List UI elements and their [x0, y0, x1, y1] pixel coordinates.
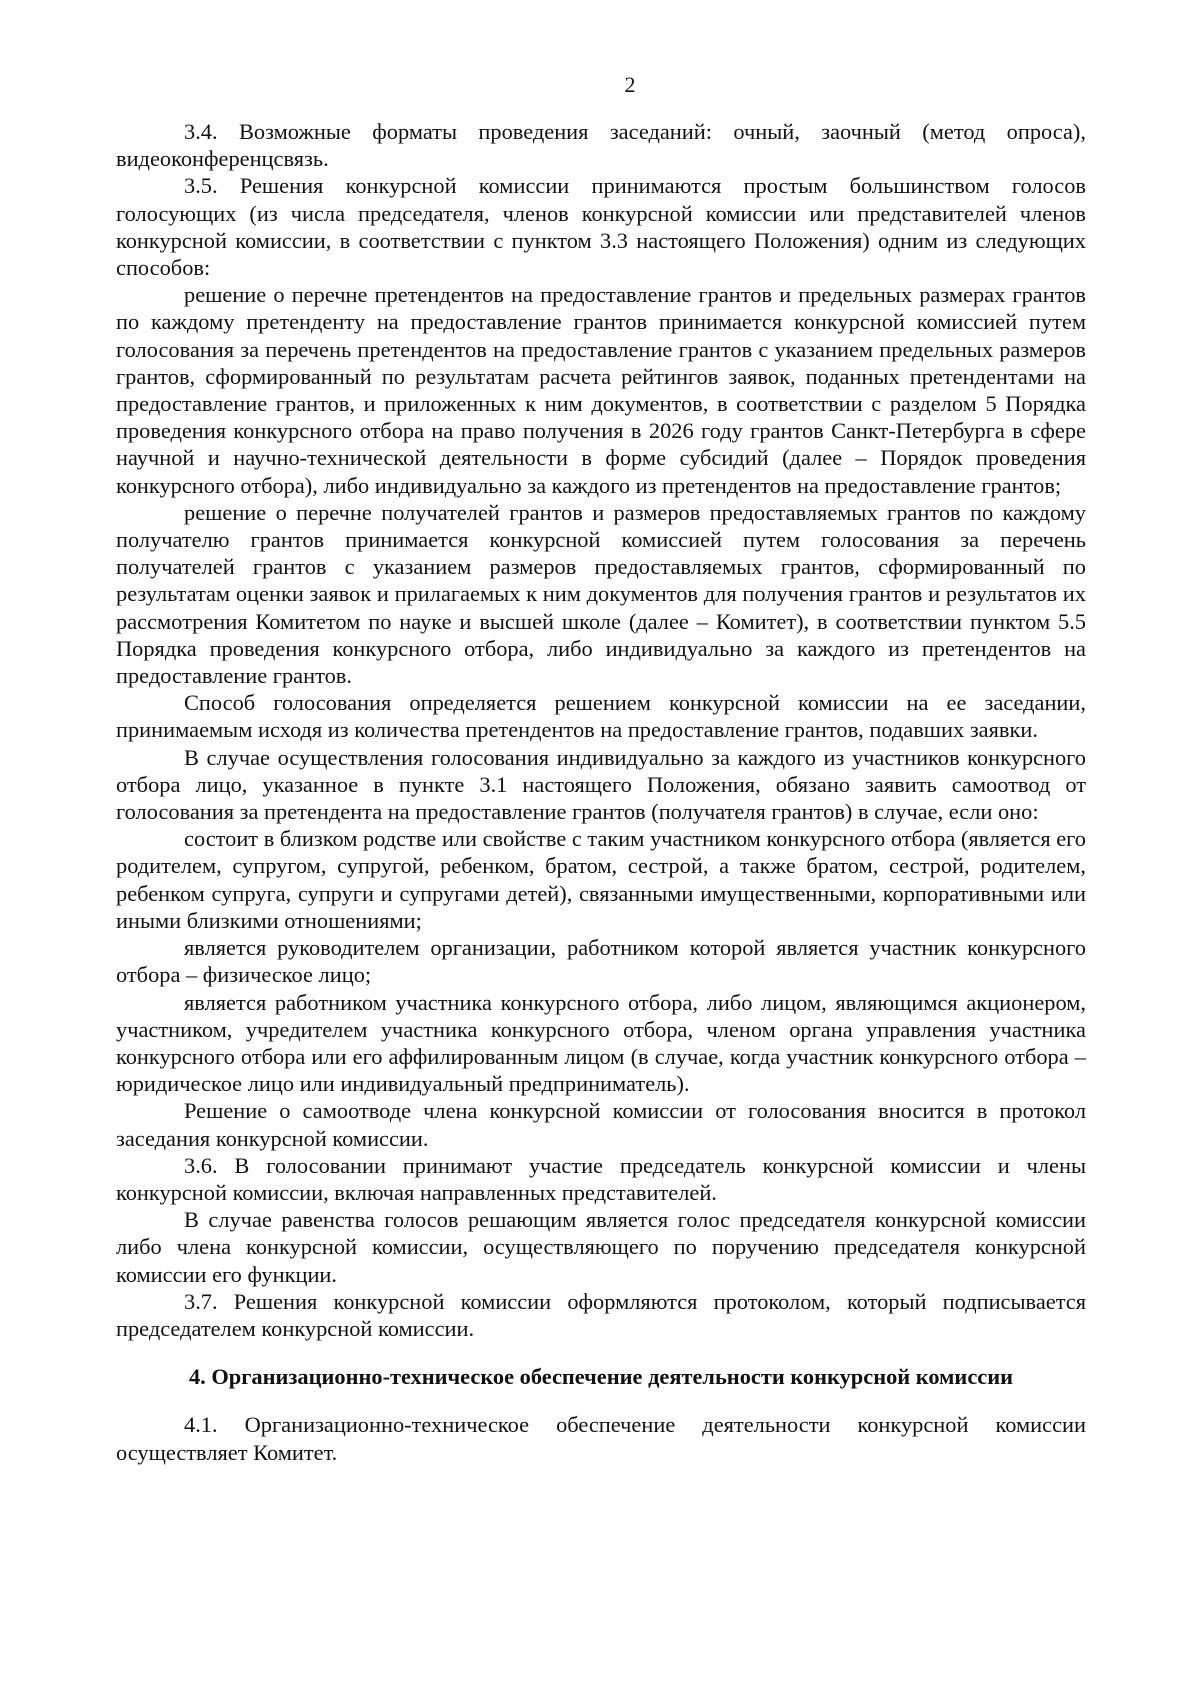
paragraph-voting-method: Способ голосования определяется решением конкурсной комиссии на ее заседании, принимаемым исходя из количества претендентов на предоставление грантов, подавших заявки. — [116, 690, 1086, 743]
document-body — [116, 118, 1086, 1466]
paragraph-4-1: 4.1. Организационно-техническое обеспечение деятельности конкурсной комиссии осуществляет Комитет. — [116, 1412, 1086, 1465]
paragraph-recusal-head: является руководителем организации, работником которой является участник конкурсного отбора – физическое лицо; — [116, 935, 1086, 988]
paragraph-tie-vote: В случае равенства голосов решающим является голос председателя конкурсной комиссии либо члена конкурсной комиссии, осуществляющего по поручению председателя конкурсной комиссии его функции. — [116, 1207, 1086, 1287]
paragraph-decision-recipients: решение о перечне получателей грантов и размеров предоставляемых грантов по каждому получателю грантов принимается конкурсной комиссией путем голосования за перечень получателей грантов с указанием размеров предоставляемых грантов, сформированный по результатам оценки заявок и прилагаемых к ним документов для получения грантов и результатов их рассмотрения Комитетом по науке и высшей школе (далее – Комитет), в соответствии пунктом 5.5 Порядка проведения конкурсного отбора, либо индивидуально за каждого из претендентов на предоставление грантов. — [116, 499, 1086, 689]
paragraph-recusal-protocol: Решение о самоотводе члена конкурсной комиссии от голосования вносится в протокол заседания конкурсной комиссии. — [116, 1098, 1086, 1151]
paragraph-3-5: 3.5. Решения конкурсной комиссии принимаются простым большинством голосов голосующих (из числа председателя, членов конкурсной комиссии или представителей членов конкурсной комиссии, в соответствии с пунктом 3.3 настоящего Положения) одним из следующих способов: — [116, 173, 1086, 281]
paragraph-3-4: 3.4. Возможные форматы проведения заседаний: очный, заочный (метод опроса), видеоконференцсвязь. — [116, 119, 1086, 172]
paragraph-recusal-kinship: состоит в близком родстве или свойстве с таким участником конкурсного отбора (является его родителем, супругом, супругой, ребенком, братом, сестрой, а также братом, сестрой, родителем, ребенком супруга, супруги и супругами детей), связанными имущественными, корпоративными или иными близкими отношениями; — [116, 826, 1086, 933]
paragraph-decision-applicants: решение о перечне претендентов на предоставление грантов и предельных размерах грантов по каждому претенденту на предоставление грантов принимается конкурсной комиссией путем голосования за перечень претендентов на предоставление грантов с указанием предельных размеров грантов, сформированный по результатам расчета рейтингов заявок, поданных претендентами на предоставление грантов, и приложенных к ним документов, в соответствии с разделом 5 Порядка проведения конкурсного отбора на право получения в 2026 году грантов Санкт-Петербурга в сфере научной и научно-технической деятельности в форме субсидий (далее – Порядок проведения конкурсного отбора), либо индивидуально за каждого из претендентов на предоставление грантов; — [116, 282, 1086, 498]
paragraph-recusal-employee: является работником участника конкурсного отбора, либо лицом, являющимся акционером, участником, учредителем участника конкурсного отбора, членом органа управления участника конкурсного отбора или его аффилированным лицом (в случае, когда участник конкурсного отбора – юридическое лицо или индивидуальный предприниматель). — [116, 989, 1086, 1097]
paragraph-recusal-conditions: В случае осуществления голосования индивидуально за каждого из участников конкурсного отбора лицо, указанное в пункте 3.1 настоящего Положения, обязано заявить самоотвод от голосования за претендента на предоставление грантов (получателя грантов) в случае, если оно: — [116, 744, 1086, 825]
paragraph-3-7: 3.7. Решения конкурсной комиссии оформляются протоколом, который подписывается председателем конкурсной комиссии. — [116, 1288, 1086, 1341]
paragraph-3-6: 3.6. В голосовании принимают участие председатель конкурсной комиссии и члены конкурсной комиссии, включая направленных представителей. — [116, 1152, 1086, 1205]
page-number: 2 — [624, 72, 636, 97]
section-heading-4: 4. Организационно-техническое обеспечение деятельности конкурсной комиссии — [188, 1364, 1013, 1390]
